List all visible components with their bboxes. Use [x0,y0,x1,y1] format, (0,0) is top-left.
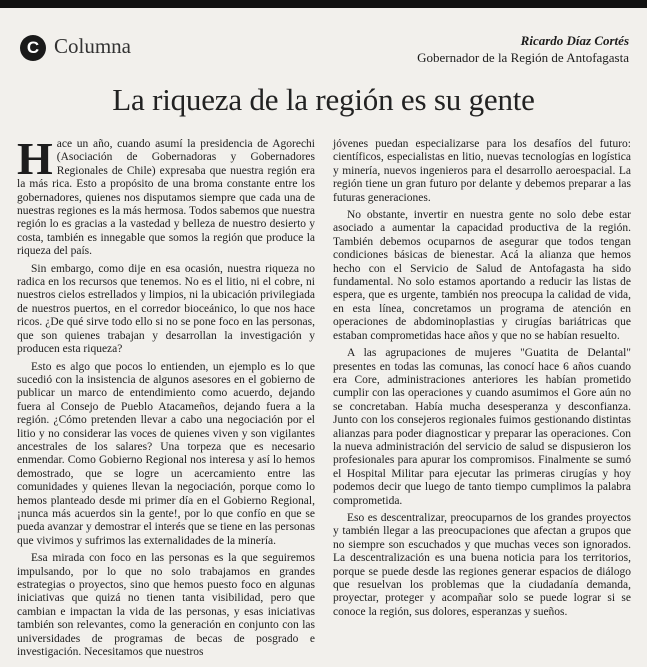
paragraph: Esto es algo que pocos lo entienden, un ejemplo es lo que sucedió con la insistencia de algunos asesores en el gobierno de publicar un marco de entendimiento como acuerdo, dejando fuera al Consejo de Pueblo Atacameños, dejando fuera a la región. ¿Cómo pretenden llevar a cabo una negociación por el litio y no considerar las voces de quienes viven y son vigilantes ancestrales de los salares? Una torpeza que es necesario enmendar. Como Gobierno Regional nos interesa y así lo hemos demostrado, que se logre un acercamiento entre las comunidades y quienes llevan la negociación, porque como lo hemos planteado desde mi primer día en el Gobierno Regional, ¡nunca más acuerdos sin la gente!, por lo que confío en que se pueda avanzar y demostrar el interés que se tiene en las personas que vivimos y sufrimos las externalidades de la minería. [17,360,315,547]
paragraph: jóvenes puedan especializarse para los desafíos del futuro: científicos, especialistas en litio, nuevas tecnologías en logística y minería, nuevos ingenieros para el desarrollo aeroespacial. La región tiene un gran futuro por delante y debemos preparar a las futuras generaciones. [333,138,631,204]
paragraph-text: ace un año, cuando asumí la presidencia de Agorechi (Asociación de Gobernadoras y Gobernadores Regionales de Chile) expresaba que nuestra región era la más rica. Esto a propósito de una broma constante entre los gobernadores, quienes nos disputamos siempre que cada una de nuestras regiones es la más hermosa. Todos sabemos que nuestra región lo es gracias a la vastedad y belleza de nuestro desierto y costa, también es innegable que somos la región que produce la riqueza del país. [17,138,315,258]
paragraph: No obstante, invertir en nuestra gente no solo debe estar asociado a aumentar la capacidad productiva de la región. También debemos ocuparnos de asegurar que todos tengan condiciones básicas de bienestar. Acá la alianza que hemos hecho con el Servicio de Salud de Antofagasta ha sido fundamental. No solo estamos aportando a reducir las listas de espera, que es urgente, también nos preocupa la calidad de vida, en esta línea, concretamos un programa de atención en operaciones de abdominoplastias y cirugías bariátricas que estaban comprometidas hace años y que no se habían resuelto. [333,209,631,342]
article-column-left [17,133,315,662]
column-badge-icon: C [20,35,46,61]
author-block [417,32,629,66]
paragraph: Sin embargo, como dije en esa ocasión, nuestra riqueza no radica en los recursos que tenemos. No es el litio, ni el cobre, ni nuestros cielos estrellados y limpios, ni la ubicación privilegiada de nuestros puertos, en el corredor bioceánico, lo que nos hace ricos. ¿De qué sirve todo ello si no se pone foco en las personas, que son quienes trabajan y desarrollan la investigación y producen esta riqueza? [17,262,315,356]
drop-cap: H [17,133,53,184]
paragraph: A las agrupaciones de mujeres "Guatita de Delantal" presentes en todas las comunas, las conocí hace 6 años cuando era Core, administraciones anteriores les habían prometido cumplir con las operaciones y cuando asumimos el Gore aún no se concretaban. Había mucha desesperanza y desconfianza. Junto con los consejeros regionales fuimos gestionando distintas alianzas para poder diagnosticar y preparar las operaciones. Con la nueva administración del servicio de salud se dispusieron los profesionales para apurar los compromisos. Finalmente se sumó el Hospital Militar para ejecutar las primeras cirugías y hoy podemos decir que luego de tanto tiempo cumplimos la palabra comprometida. [333,347,631,507]
section-label: Columna [54,34,131,58]
article-title: La riqueza de la región es su gente [112,82,535,117]
article-body [17,133,631,662]
paragraph: Esa mirada con foco en las personas es la que seguiremos impulsando, por lo que no solo trabajamos en grandes estrategias o proyectos, sino que hemos puesto foco en algunas iniciativas que quizá no tienen tanta visibilidad, pero que cambian e impactan la vida de las personas, y esas iniciativas también son relevantes, como la generación en conjunto con las universidades de programas de becas de posgrado e investigación. Necesitamos que nuestros [17,552,315,659]
top-rule [0,0,647,8]
author-name: Ricardo Díaz Cortés [520,33,629,48]
author-role: Gobernador de la Región de Antofagasta [417,50,629,65]
paragraph [17,133,315,259]
column-header [14,30,633,72]
article-column-right [333,138,631,662]
paragraph: Eso es descentralizar, preocuparnos de los grandes proyectos y también llegar a las preocupaciones que afectan a grupos que no siempre son escuchados y que muchas veces son ignorados. La descentralización es una buena noticia para los territorios, porque se puede desde las regiones generar espacios de diálogo que resuelvan los problemas que la ciudadanía demanda, proyectar, proteger y acompañar solo se puede lograr si se conoce la región, sus dolores, esperanzas y sueños. [333,511,631,618]
